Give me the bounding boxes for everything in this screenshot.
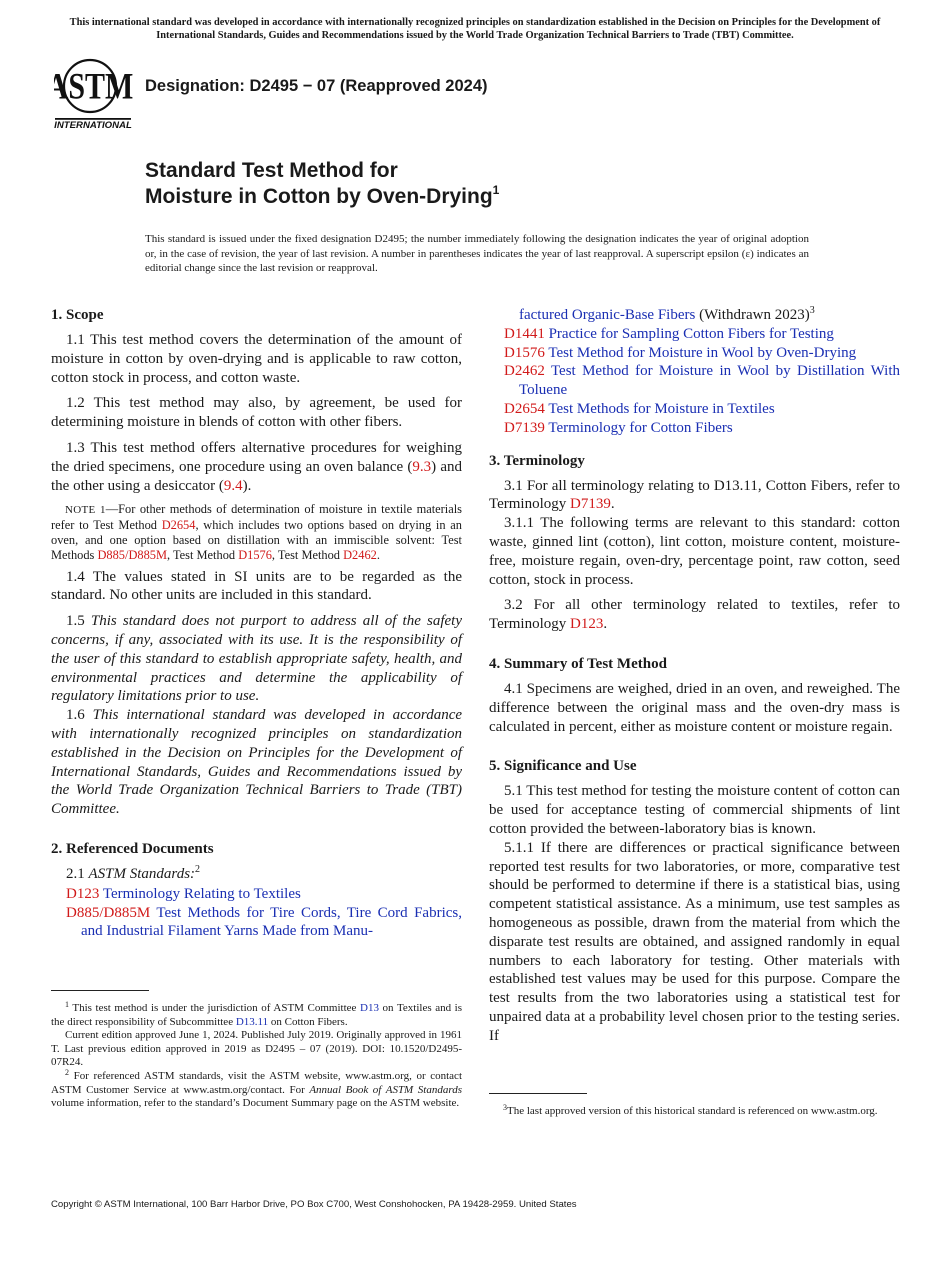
ref-title[interactable]: Test Methods for Moisture in Textiles bbox=[548, 400, 775, 417]
link-d2462[interactable]: D2462 bbox=[343, 547, 377, 562]
footnotes-right bbox=[489, 1093, 900, 1119]
logo-caption: INTERNATIONAL bbox=[54, 120, 132, 131]
para-1-4: 1.4 The values stated in SI units are to be regarded as the standard. No other units are included in this standard. bbox=[51, 568, 462, 604]
para-3-2: 3.2 For all other terminology related to textiles, refer to Terminology D123. bbox=[489, 597, 900, 633]
link-d2654[interactable]: D2654 bbox=[161, 518, 196, 533]
footnote-rule bbox=[489, 1093, 587, 1094]
ref-item-d7139 bbox=[489, 419, 900, 438]
left-column bbox=[51, 306, 462, 941]
para-3-1-1: 3.1.1 The following terms are relevant to this standard: cotton waste, ginned lint (cotton), lint cotton, moisture content, moisture-free, moisture regain, oven-dry, percentage point, raw cotton, seed cotton, stock in process. bbox=[489, 515, 900, 588]
right-column bbox=[489, 306, 900, 1053]
ref-code[interactable]: D2462 bbox=[504, 363, 545, 380]
section-terminology-heading: 3. Terminology bbox=[489, 452, 585, 469]
link-d13[interactable]: D13 bbox=[360, 1002, 379, 1014]
para-1-1: 1.1 This test method covers the determination of the amount of moisture in cotton by oven-drying and is applicable to raw cotton, cotton stock in process, and cotton waste. bbox=[51, 332, 462, 386]
ref-code[interactable]: D7139 bbox=[504, 419, 545, 436]
logo-letters: ASTM bbox=[54, 66, 134, 108]
ref-title[interactable]: factured Organic-Base Fibers bbox=[519, 307, 696, 323]
ref-code[interactable]: D1576 bbox=[504, 344, 545, 361]
ref-item-d1576 bbox=[489, 344, 900, 363]
ref-item-d2654 bbox=[489, 400, 900, 419]
ref-item-d885-part1 bbox=[51, 904, 462, 942]
header-note: This international standard was developed in accordance with internationally recognized principles on standardization established in the Decision on Principles for the Development of International Standards, Guides and Recommendations issued by the World Trade Organization Technical Barriers to Trade (TBT) Committee. bbox=[69, 17, 881, 41]
ref-title[interactable]: Test Methods for Tire Cords, Tire Cord Fabrics, and Industrial Filament Yarns Made from Manu- bbox=[81, 904, 462, 940]
para-2-1: 2.1 ASTM Standards:$^2$ bbox=[66, 863, 201, 882]
title-footnote-ref[interactable]: 1 bbox=[492, 183, 500, 197]
ref-code[interactable]: D1441 bbox=[504, 325, 545, 342]
link-9-3[interactable]: 9.3 bbox=[412, 458, 432, 475]
para-1-2: 1.2 This test method may also, by agreement, be used for determining moisture in blends of cotton with other fibers. bbox=[51, 395, 462, 431]
footnote-rule bbox=[51, 990, 149, 991]
title-line-1: Standard Test Method for bbox=[145, 159, 398, 182]
ref-title[interactable]: Test Method for Moisture in Wool by Oven-Drying bbox=[548, 344, 857, 361]
link-d7139[interactable]: D7139 bbox=[570, 496, 611, 513]
title-line-2: Moisture in Cotton by Oven-Drying bbox=[145, 185, 493, 208]
astm-logo bbox=[54, 56, 134, 132]
section-significance-heading: 5. Significance and Use bbox=[489, 758, 637, 775]
link-d885[interactable]: D885/D885M bbox=[97, 547, 167, 562]
ref-code[interactable]: D123 bbox=[66, 885, 100, 902]
document-title bbox=[145, 158, 499, 210]
footnotes-left bbox=[51, 990, 462, 1111]
section-scope-heading: 1. Scope bbox=[51, 307, 104, 323]
designation: Designation: D2495 − 07 (Reapproved 2024) bbox=[145, 77, 488, 95]
para-1-3: 1.3 This test method offers alternative procedures for weighing the dried specimens, one procedure using an oven balance (9.3) and the other using a desiccator (9.4). bbox=[51, 439, 462, 494]
para-4-1: 4.1 Specimens are weighed, dried in an oven, and reweighed. The difference between the original mass and the oven-dry mass is calculated in percent, either as moisture content or moisture regain. bbox=[489, 680, 900, 735]
para-3-1: 3.1 For all terminology relating to D13.11, Cotton Fibers, refer to Terminology D7139. bbox=[489, 477, 900, 513]
ref-title[interactable]: Practice for Sampling Cotton Fibers for Testing bbox=[548, 325, 834, 342]
link-d13-11[interactable]: D13.11 bbox=[235, 1015, 269, 1028]
para-1-6: 1.6 This international standard was developed in accordance with internationally recognized principles on standardization established in the Decision on Principles for the Development of International Standards, Guides and Recommendations issued by the World Trade Organization Technical Barriers to Trade (TBT) Committee. bbox=[51, 707, 463, 818]
ref-item-d2462 bbox=[489, 362, 900, 400]
link-d123[interactable]: D123 bbox=[570, 616, 604, 633]
issue-statement: This standard is issued under the fixed designation D2495; the number immediately following the designation indicates the year of original adoption or, in the case of revision, the year of last revision. A number in parentheses indicates the year of last reapproval. A superscript epsilon (ε) indicates an editorial change since the last revision or reapproval. bbox=[145, 233, 809, 275]
para-1-5: 1.5 This standard does not purport to address all of the safety concerns, if any, associated with its use. It is the responsibility of the user of this standard to establish appropriate safety, health, and environmental practices and determine the applicability of regulatory limitations prior to use. bbox=[51, 613, 463, 705]
section-summary-heading: 4. Summary of Test Method bbox=[489, 655, 667, 672]
ref-item-d885-part2: factured Organic-Base Fibers (Withdrawn 2023)$^3$ bbox=[519, 305, 815, 323]
footnote-2: $^2$ For referenced ASTM standards, visit the ASTM website, www.astm.org, or contact ASTM Customer Service at www.astm.org/contact. For Annual Book of ASTM Standards volume information, refer to the standard’s Document Summary page on the ASTM website. bbox=[51, 1067, 462, 1110]
section-refdocs-heading: 2. Referenced Documents bbox=[51, 840, 214, 857]
ref-title[interactable]: Terminology for Cotton Fibers bbox=[548, 419, 733, 436]
ref-code[interactable]: D885/D885M bbox=[66, 904, 151, 921]
ref-title[interactable]: Test Method for Moisture in Wool by Distillation With Toluene bbox=[519, 363, 900, 399]
note-1: NOTE 1—For other methods of determination of moisture in textile materials refer to Test Method D2654, which includes two options based on drying in an oven, and one option based on distillation with an immiscible solvent: Test Methods D885/D885M, Test Method D1576, Test Method D2462. bbox=[51, 502, 462, 562]
copyright-line: Copyright © ASTM International, 100 Barr Harbor Drive, PO Box C700, West Conshohocken, PA 19428-2959. United States bbox=[51, 1199, 577, 1210]
footnote-3: $^3$The last approved version of this historical standard is referenced on www.astm.org. bbox=[503, 1103, 878, 1117]
ref-item-d123 bbox=[51, 885, 462, 904]
ref-code[interactable]: D2654 bbox=[504, 400, 545, 417]
ref-title[interactable]: Terminology Relating to Textiles bbox=[102, 885, 301, 902]
link-d1576[interactable]: D1576 bbox=[238, 547, 272, 562]
para-5-1-1: 5.1.1 If there are differences or practical significance between reported test results for two laboratories, or more, comparative test should be performed to determine if there is a statistical bias, using competent statistical assistance. As a minimum, use test samples as homogeneous as possible, drawn from the material from which the disparate test results are obtained, and assigned randomly in equal numbers to each laboratory for testing. Other materials with established test values may be used for this purpose. Compare the test results from the two laboratories using a statistical test for unpaired data at a probability level chosen prior to the testing series. If bbox=[489, 839, 900, 1044]
link-9-4[interactable]: 9.4 bbox=[223, 477, 243, 494]
ref-item-d1441 bbox=[489, 325, 900, 344]
para-5-1: 5.1 This test method for testing the moisture content of cotton can be used for acceptance testing of commercial shipments of lint cotton provided the between-laboratory bias is known. bbox=[489, 783, 900, 837]
footnote-1-edition: Current edition approved June 1, 2024. Published July 2019. Originally approved in 1961 T. Last previous edition approved in 2019 as D2495 – 07 (2019). DOI: 10.1520/D2495-07R24. bbox=[51, 1029, 462, 1069]
footnote-1: $^1$ This test method is under the jurisdiction of ASTM Committee D13 on Textiles and is the direct responsibility of Subcommittee D13.11 on Cotton Fibers. bbox=[51, 1000, 463, 1028]
